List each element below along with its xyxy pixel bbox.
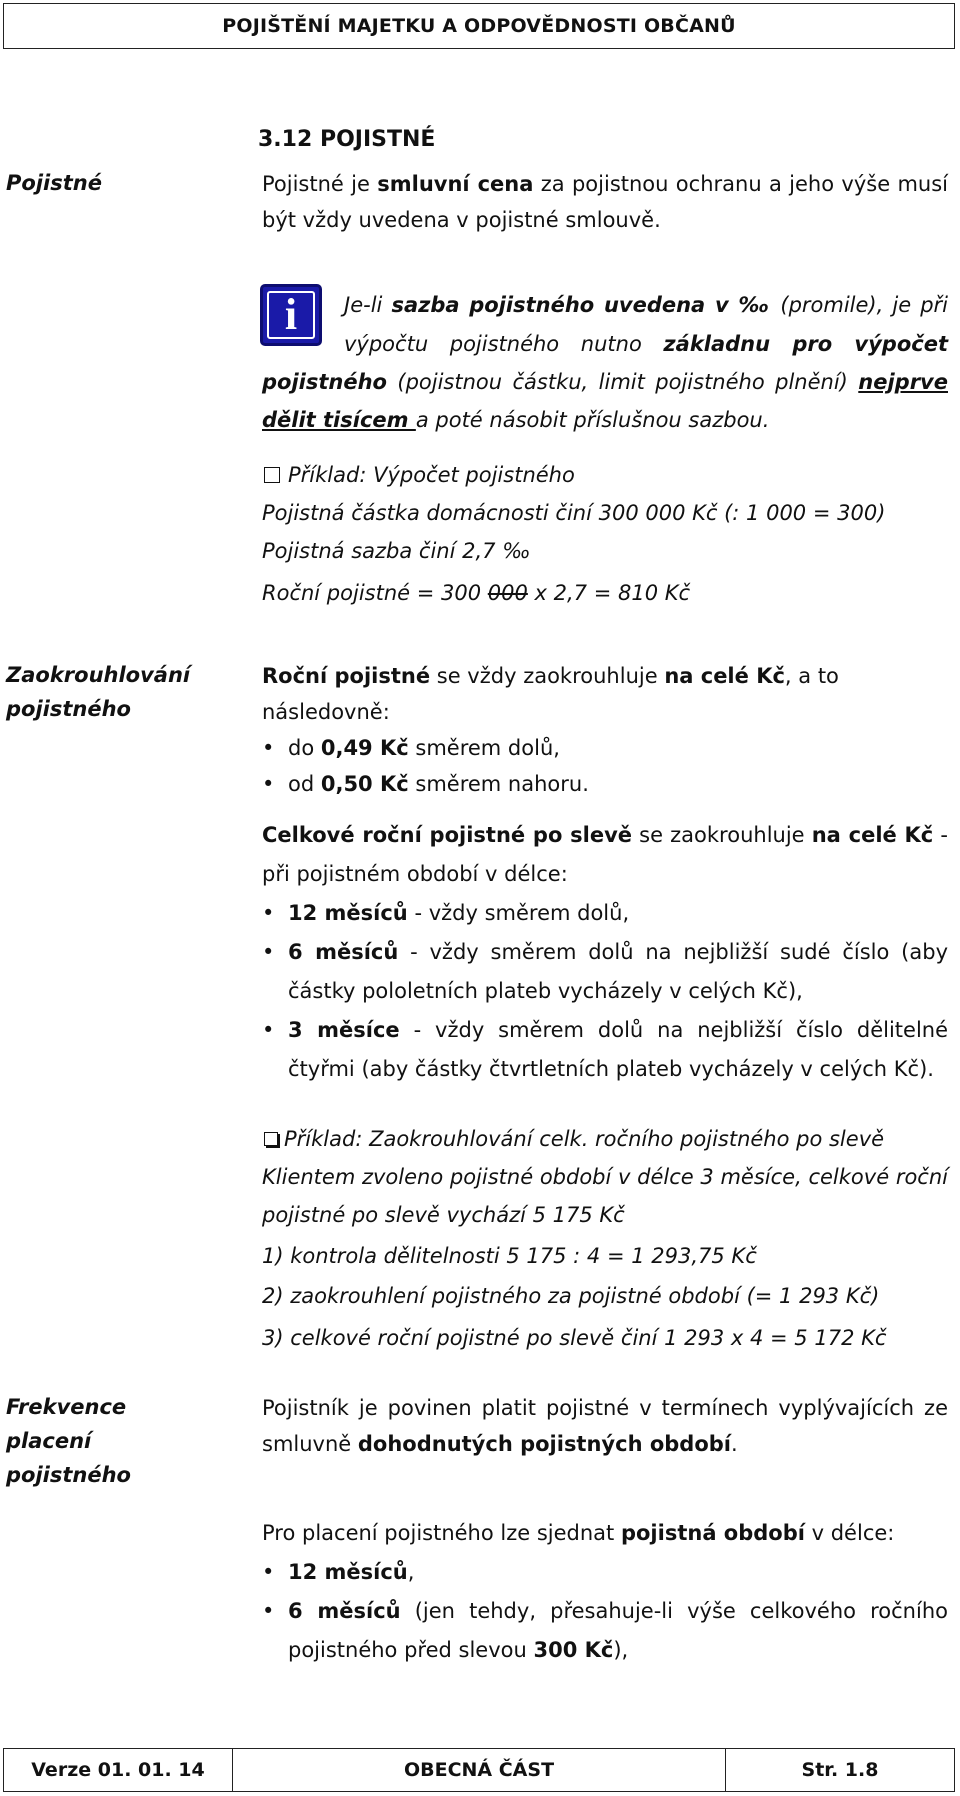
frequency-paragraph: Pojistník je povinen platit pojistné v termínech vyplývajících ze smluvně dohodnutých pojistných období.: [262, 1396, 948, 1456]
sidebar-label-frekvence: [6, 1390, 236, 1492]
header-title: POJIŠTĚNÍ MAJETKU A ODPOVĚDNOSTI OBČANŮ: [222, 15, 736, 37]
list-item: • do 0,49 Kč směrem dolů,: [262, 730, 948, 766]
sidebar-label-line: pojistného: [6, 697, 131, 721]
info-line-3: pojistného (pojistnou částku, limit pojistného plnění) nejprve: [262, 370, 948, 394]
example2-heading: Příklad: Zaokrouhlování celk. ročního pojistného po slevě: [264, 1120, 950, 1158]
rounding-paragraph: Roční pojistné se vždy zaokrouhluje na celé Kč, a to následovně:: [262, 664, 839, 724]
intro-paragraph: Pojistné je smluvní cena za pojistnou ochranu a jeho výše musí být vždy uvedena v pojistné smlouvě.: [262, 172, 948, 232]
bold-term: smluvní cena: [377, 172, 534, 196]
checkbox-shadow-icon: [264, 1132, 278, 1146]
sidebar-label-zaokrouhlovani: [6, 658, 236, 726]
info-line-2: výpočtu pojistného nutno základnu pro výpočet: [344, 332, 948, 356]
page-footer: [3, 1748, 955, 1792]
info-line-4: dělit tisícem a poté násobit příslušnou sazbou.: [262, 408, 770, 432]
example2-line: 3) celkové roční pojistné po slevě činí 1 293 x 4 = 5 172 Kč: [262, 1326, 887, 1350]
rounding-list: [262, 730, 948, 802]
example1-result-line: Roční pojistné = 300 000 x 2,7 = 810 Kč: [262, 581, 691, 605]
footer-part: OBECNÁ ČÁST: [233, 1749, 726, 1791]
example1-line: Pojistná částka domácnosti činí 300 000 Kč (: 1 000 = 300): [262, 501, 886, 525]
rounding-paragraph: Celkové roční pojistné po slevě se zaokrouhluje na celé Kč - při pojistném období v délce:: [262, 823, 948, 886]
list-item: • od 0,50 Kč směrem nahoru.: [262, 766, 948, 802]
section-title: 3.12 POJISTNÉ: [258, 127, 436, 152]
rounding-block-2: [262, 816, 948, 1089]
info-icon: i: [260, 284, 322, 346]
checkbox-square-icon: [264, 467, 280, 483]
sidebar-label-line: placení: [6, 1429, 92, 1453]
rounding-block: [262, 658, 948, 802]
list-item: • 3 měsíce - vždy směrem dolů na nejbližší číslo dělitelné čtyřmi (aby částky čtvrtletních plateb vycházely v celých Kč).: [262, 1011, 948, 1089]
list-item: • 6 měsíců (jen tehdy, přesahuje-li výše celkového ročního pojistného před slevou 300 Kč),: [262, 1592, 948, 1670]
list-item: • 12 měsíců,: [262, 1553, 948, 1592]
page-header: [3, 3, 955, 49]
footer-page-number: Str. 1.8: [801, 1759, 879, 1781]
info-line-1: Je-li sazba pojistného uvedena v ‰ (promile), je při: [344, 293, 949, 317]
sidebar-label-line: Zaokrouhlování: [6, 663, 191, 687]
sidebar-label-line: Frekvence: [6, 1395, 127, 1419]
example2-line: 1) kontrola dělitelnosti 5 175 : 4 = 1 293,75 Kč: [262, 1244, 757, 1268]
footer-version: Verze 01. 01. 14: [4, 1749, 233, 1791]
example2-line: 2) zaokrouhlení pojistného za pojistné období (= 1 293 Kč): [262, 1284, 880, 1308]
example2-paragraph: Klientem zvoleno pojistné období v délce 3 měsíce, celkové roční pojistné po slevě vychází 5 175 Kč: [262, 1165, 948, 1227]
sidebar-label-line: pojistného: [6, 1463, 131, 1487]
frequency-periods: Pro placení pojistného lze sjednat pojistná období v délce: • 12 měsíců, • 6 měsíců (jen tehdy, přesahuje-li výše celkového ročního pojistného před slevou 300 Kč),: [262, 1514, 948, 1670]
example1-line: Pojistná sazba činí 2,7 ‰: [262, 539, 531, 563]
struck-zeros: 000: [487, 581, 528, 605]
list-item: • 6 měsíců - vždy směrem dolů na nejbližší sudé číslo (aby částky pololetních plateb vycházely v celých Kč),: [262, 933, 948, 1011]
list-item: • 12 měsíců - vždy směrem dolů,: [262, 894, 948, 933]
rounding-period-list: [262, 894, 948, 1089]
example1-heading: Příklad: Výpočet pojistného: [264, 456, 950, 494]
frequency-list: [262, 1553, 948, 1670]
sidebar-label-pojistne: Pojistné: [6, 171, 102, 195]
